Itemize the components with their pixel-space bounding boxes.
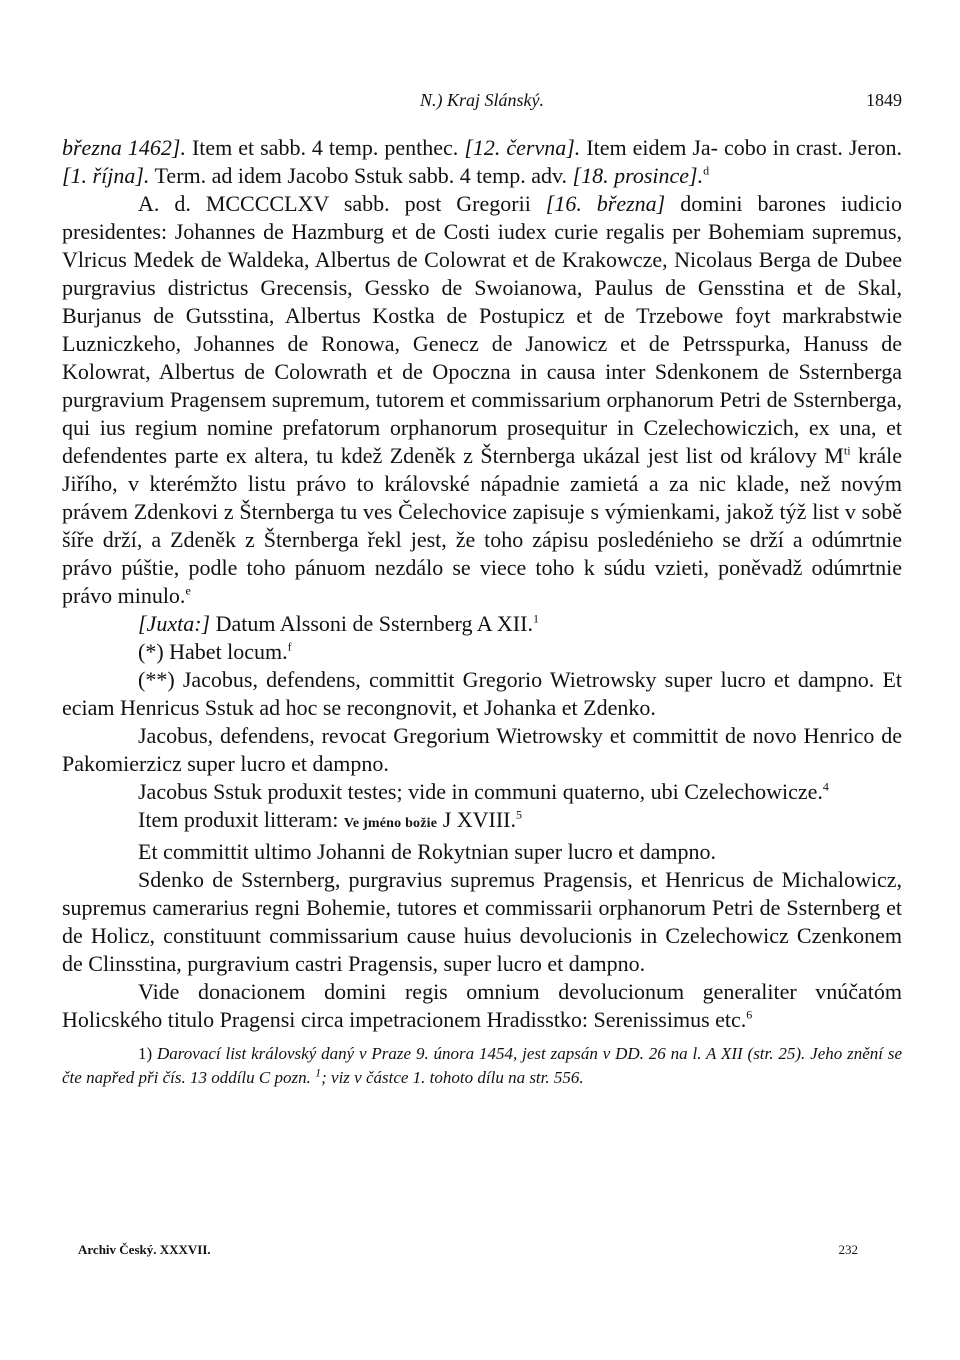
footnote-text: Darovací list královský daný v Praze 9. února 1454, jest zapsán v DD. 26 na l. A XII (str. 25). Jeho znění se čte napřed při čís. 13 oddílu C pozn. <box>62 1044 902 1087</box>
running-title: N.) Kraj Slánský. <box>420 90 544 110</box>
date-note: [18. prosince]. <box>572 163 704 188</box>
text-run: A. d. MCCCCLXV sabb. post Gregorii <box>138 191 546 216</box>
note-mark: d <box>703 163 710 178</box>
paragraph-5: (**) Jacobus, defendens, committit Gregorio Wietrowsky super lucro et dampno. Et eciam Henricus Sstuk ad hoc se recongnovit, et Johanka et Zdenko. <box>62 667 902 720</box>
paragraph-8 <box>62 806 902 838</box>
text-run: Vide donacionem domini regis omnium devolucionum generaliter vnúčatóm Holicského titulo Pragensi circa impetracionem Hradisstko: Serenissimus etc. <box>62 979 902 1032</box>
footnote-1 <box>62 1042 902 1090</box>
date-note: [12. června]. <box>464 135 581 160</box>
note-mark: e <box>185 583 191 598</box>
running-header <box>62 90 902 116</box>
paragraph-3 <box>62 610 902 638</box>
paragraph-2 <box>62 190 902 610</box>
footnote-text: ; viz v částce 1. tohoto dílu na str. 556. <box>321 1068 584 1087</box>
paragraph-11 <box>62 978 902 1034</box>
text-run: cobo in crast. Jeron. <box>723 135 903 160</box>
text-run: Item et sabb. 4 temp. penthec. <box>185 135 465 160</box>
footnote-ref: 4 <box>822 779 829 794</box>
footnote-mark: 1) <box>138 1044 153 1063</box>
footnote-ref: 1 <box>532 611 539 626</box>
text-run: Datum Alssoni de Ssternberg A XII. <box>210 611 533 636</box>
text-run: krále Jiřího, v kterémžto listu právo to královské nápadnie zamietá a za nic klade, než novým právem Zdenkovi z Šternberga tu ves Čelechovice zapisuje s výmienkami, jakož týž list v sobě šíře drží, a Zdeněk z Šternberga řekl jest, že toho zápisu posledénieho se drží a odúmrtnie právo púštie, podle toho pánuom nezdálo se viece toho k súdu vzieti, poněvadž odúmrtnie právo minulo. <box>62 443 903 608</box>
text-run: Item produxit litteram: <box>138 807 344 832</box>
text-run: Item eidem Ja- <box>580 135 718 160</box>
text-run: Jacobus Sstuk produxit testes; vide in communi quaterno, ubi Czelechowicze. <box>138 779 823 804</box>
text-run: J XVIII. <box>437 807 517 832</box>
date-note: [1. října]. <box>62 163 150 188</box>
footer-series: Archiv Český. XXXVII. <box>78 1242 211 1257</box>
page-footer <box>78 1242 858 1264</box>
footnote-ref: 5 <box>516 807 523 822</box>
paragraph-6: Jacobus, defendens, revocat Gregorium Wietrowsky et committit de novo Henrico de Pakomierzicz super lucro et dampno. <box>62 723 902 776</box>
note-mark: f <box>287 639 292 654</box>
paragraph-10: Sdenko de Ssternberg, purgravius supremus Pragensis, et Henricus de Michalowicz, supremus camerarius regni Bohemie, tutores et commissarii orphanorum Petri de Ssternberg et de Holicz, constituunt commissarium cause huius devolucionis in Czelechowicz Czenkonem de Clinsstina, purgravium castri Pragensis, super lucro et dampno. <box>62 867 902 976</box>
page-number: 1849 <box>866 90 902 110</box>
footnote-ref: 1 <box>315 1065 322 1080</box>
text-run: (*) Habet locum. <box>138 639 288 664</box>
paragraph-9: Et committit ultimo Johanni de Rokytnian super lucro et dampno. <box>138 839 717 864</box>
juxta-note: [Juxta:] <box>138 611 211 636</box>
date-note: března 1462]. <box>62 135 186 160</box>
paragraph-7 <box>62 778 902 806</box>
text-run: domini barones iudicio presidentes: Johannes de Hazmburg et de Costi iudex curie regalis per Bohemiam supremus, Vlricus Medek de Waldeka, Albertus de Colowrat et de Krakowcze, Nicolaus Berga de Dubee purgravius districtus Grecensis, Gessko de Swoianowa, Paulus de Gensstina et de Skal, Burjanus de Gutsstina, Albertus Kostka de Postupicz et de Trzebowe foyt markrabstwie Luzniczkeho, Johannes de Ronowa, Genecz de Janowicz et de Petrsspurka, Hanuss de Kolowrat, Albertus de Colowrath et de Opoczna in causa inter Sdenkonem de Ssternberga purgravium Pragensem supremum, tutorem et commissarium orphanorum Petri de Ssternberga, qui ius regium nomine prefatorum orphanorum prosequitur in Czelechowiczich, ex una, et defendentes parte ex altera, tu kdež Zdeněk z Šternberga ukázal jest list od královy M <box>62 191 902 468</box>
text-run: adv. <box>531 163 573 188</box>
paragraph-4 <box>62 638 902 666</box>
note-mark: ti <box>843 443 851 458</box>
page-body <box>62 134 902 1090</box>
paragraph-1 <box>62 134 902 190</box>
text-run: Term. ad idem Jacobo Sstuk sabb. 4 temp. <box>149 163 526 188</box>
footnote-ref: 6 <box>746 1007 753 1022</box>
footer-sheet-number: 232 <box>838 1242 858 1257</box>
incipit-small: Ve jméno božie <box>343 816 438 831</box>
date-note: [16. března] <box>545 191 666 216</box>
